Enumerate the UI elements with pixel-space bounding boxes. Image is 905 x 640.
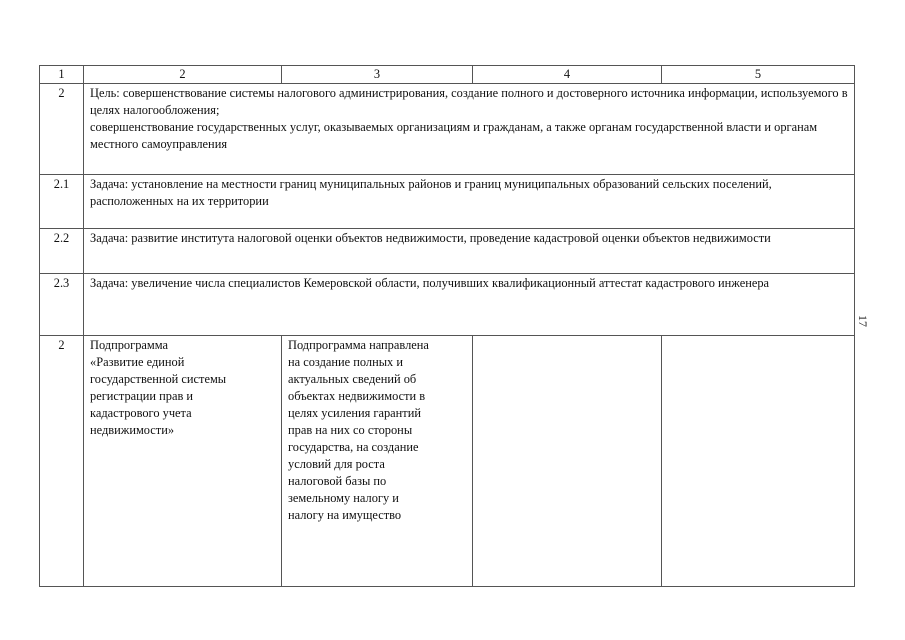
task-text: Задача: увеличение числа специалистов Кемеровской области, получивших квалификационный аттестат кадастрового инженера [84, 274, 855, 336]
subprogram-name-line: государственной системы [90, 372, 227, 386]
measures-table [39, 65, 855, 587]
subprogram-name [84, 336, 282, 587]
header-cell-2: 2 [84, 66, 282, 84]
subprogram-name-line: регистрации прав и [90, 389, 194, 403]
task-number: 2.1 [40, 175, 84, 229]
subprogram-desc-line: налогу на имущество [288, 508, 402, 522]
subprogram-number: 2 [40, 336, 84, 587]
task-number: 2.2 [40, 229, 84, 274]
subprogram-desc-line: Подпрограмма направлена [288, 338, 429, 352]
header-row [40, 66, 855, 84]
subprogram-desc-line: земельному налогу и [288, 491, 399, 505]
goal-number: 2 [40, 84, 84, 175]
header-cell-4: 4 [473, 66, 662, 84]
subprogram-name-line: «Развитие единой [90, 355, 185, 369]
subprogram-col-4 [473, 336, 662, 587]
task-number: 2.3 [40, 274, 84, 336]
task-text: Задача: установление на местности границ муниципальных районов и границ муниципальных образований сельских поселений, расположенных на их территории [84, 175, 855, 229]
task-row [40, 175, 855, 229]
goal-text-2: совершенствование государственных услуг, оказываемых организациям и гражданам, а также органам государственной власти и органам местного самоуправления [90, 120, 818, 151]
task-row [40, 229, 855, 274]
task-text: Задача: развитие института налоговой оценки объектов недвижимости, проведение кадастровой оценки объектов недвижимости [84, 229, 855, 274]
goal-text-cell [84, 84, 855, 175]
header-cell-1: 1 [40, 66, 84, 84]
header-cell-5: 5 [662, 66, 855, 84]
subprogram-desc-line: государства, на создание [288, 440, 419, 454]
subprogram-desc-line: прав на них со стороны [288, 423, 413, 437]
task-row [40, 274, 855, 336]
header-cell-3: 3 [282, 66, 473, 84]
goal-row [40, 84, 855, 175]
subprogram-row [40, 336, 855, 587]
subprogram-desc-line: актуальных сведений об [288, 372, 417, 386]
subprogram-name-line: кадастрового учета [90, 406, 192, 420]
subprogram-desc-line: налоговой базы по [288, 474, 387, 488]
page-number: 17 [856, 315, 870, 327]
subprogram-desc-line: на создание полных и [288, 355, 403, 369]
goal-text-1: Цель: совершенствование системы налогового администрирования, создание полного и достоверного источника информации, используемого в целях налогообложения; [90, 86, 848, 117]
subprogram-desc-line: целях усиления гарантий [288, 406, 421, 420]
subprogram-name-line: Подпрограмма [90, 338, 168, 352]
subprogram-description [282, 336, 473, 587]
subprogram-name-line: недвижимости» [90, 423, 175, 437]
subprogram-desc-line: условий для роста [288, 457, 385, 471]
subprogram-desc-line: объектах недвижимости в [288, 389, 426, 403]
subprogram-col-5 [662, 336, 855, 587]
